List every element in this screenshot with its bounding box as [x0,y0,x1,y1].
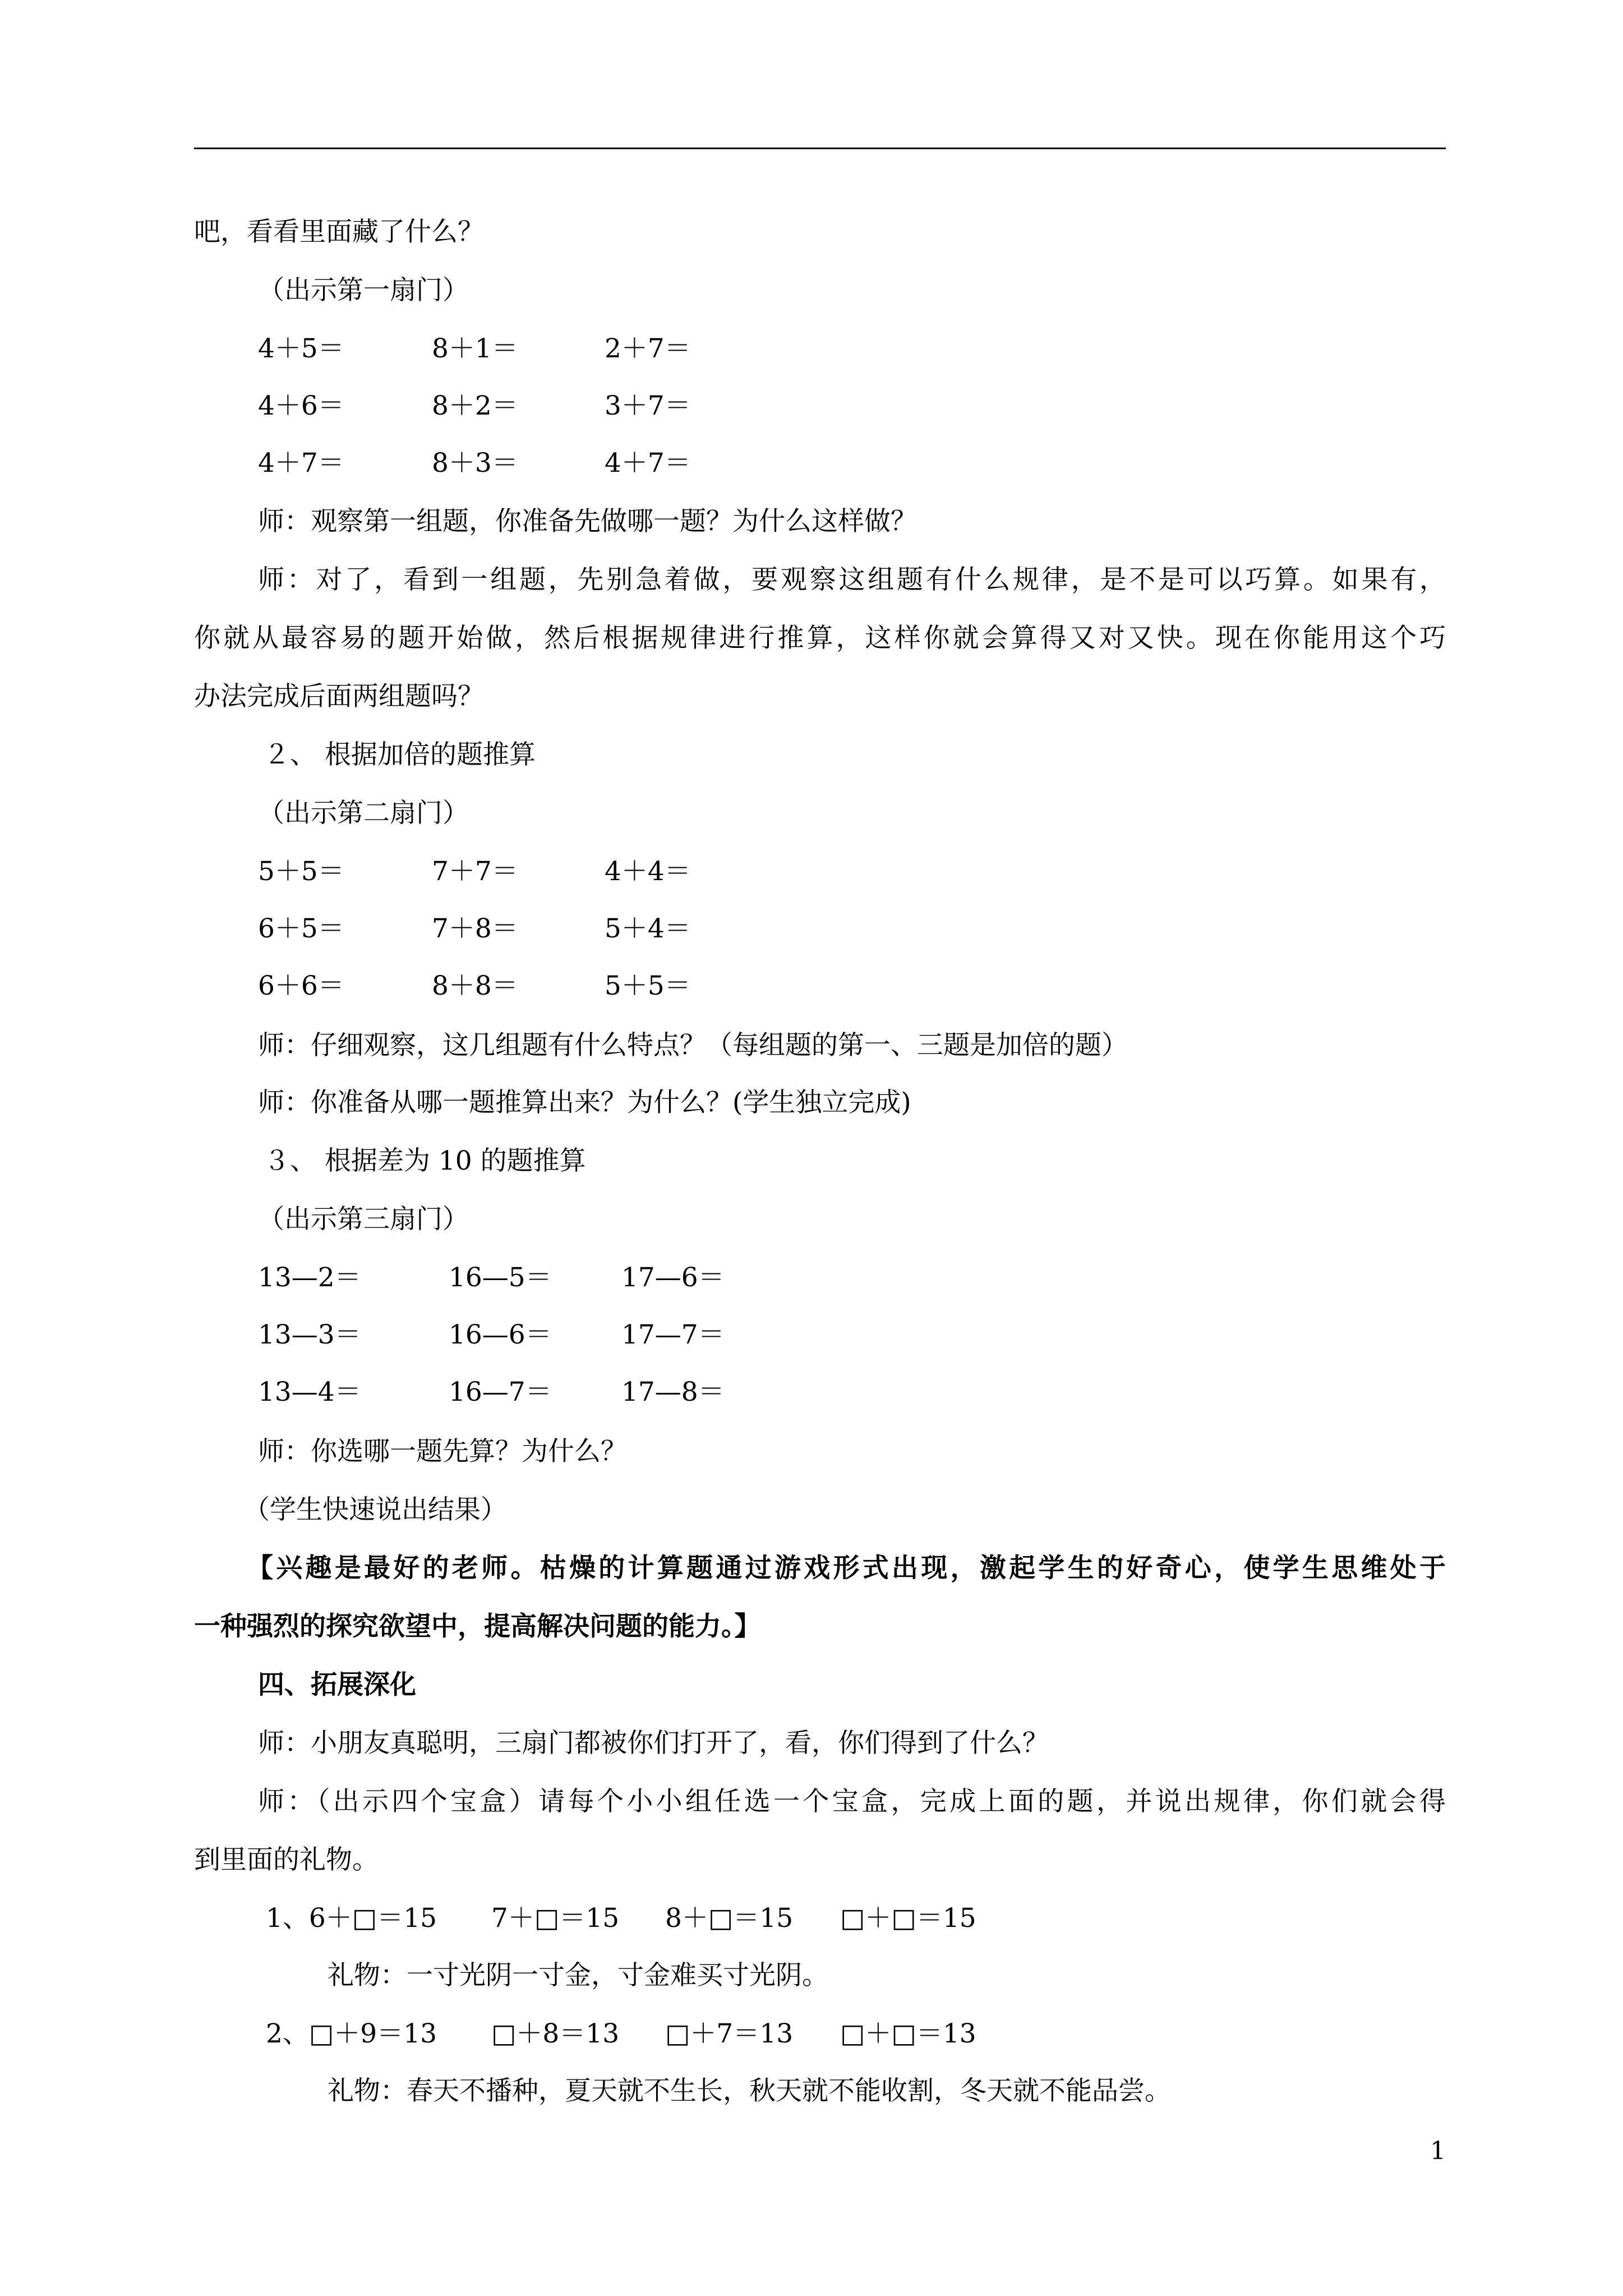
equation: 13—2＝ [258,1262,361,1293]
equation: 7＋7＝ [432,856,518,887]
door-three-label: （出示第三扇门） [258,1204,469,1235]
box-equation: □＋8＝13 [491,2018,620,2049]
box-equation: 2、□＋9＝13 [266,2018,437,2049]
equation: 17—8＝ [621,1377,725,1407]
commentary-line: 一种强烈的探究欲望中，提高解决问题的能力。】 [194,1611,761,1642]
box-equation: 7＋□＝15 [491,1903,620,1934]
equation: 17—7＝ [621,1319,725,1350]
equation: 4＋5＝ [258,333,344,364]
commentary-line: 【兴趣是最好的老师。枯燥的计算题通过游戏形式出现，激起学生的好奇心，使学生思维处于 [247,1553,1446,1584]
box-equation: □＋7＝13 [665,2018,794,2049]
equation: 7＋8＝ [432,913,518,944]
box-equation: 8＋□＝15 [665,1903,794,1934]
teacher-question: 师：仔细观察，这几组题有什么特点？（每组题的第一、三题是加倍的题） [258,1030,1128,1061]
text-line: 吧，看看里面藏了什么？ [194,217,484,247]
page-number: 1 [1430,2137,1446,2165]
equation: 6＋5＝ [258,913,344,944]
equation: 4＋7＝ [258,448,344,478]
equation: 5＋5＝ [258,856,344,887]
box-equation: □＋□＝15 [840,1903,976,1934]
box-equation: 1、6＋□＝15 [266,1903,437,1934]
header-rule [194,148,1446,149]
gift-text: 礼物：春天不播种，夏天就不生长，秋天就不能收割，冬天就不能品尝。 [328,2076,1171,2106]
equation: 17—6＝ [621,1262,725,1293]
equation: 8＋8＝ [432,970,518,1001]
equation: 16—5＝ [449,1262,552,1293]
equation: 4＋6＝ [258,390,344,421]
equation: 8＋2＝ [432,390,518,421]
door-one-label: （出示第一扇门） [258,275,469,306]
section-heading: 四、拓展深化 [258,1669,416,1700]
equation: 5＋4＝ [605,913,691,944]
teacher-question: 师：小朋友真聪明，三扇门都被你们打开了，看，你们得到了什么？ [258,1728,1049,1759]
equation: 4＋4＝ [605,856,691,887]
teacher-paragraph-line: 师：对了，看到一组题，先别急着做，要观察这组题有什么规律，是不是可以巧算。如果有， [258,564,1446,595]
equation: 16—6＝ [449,1319,552,1350]
teacher-question: 师：观察第一组题，你准备先做哪一题？为什么这样做？ [258,506,917,537]
gift-text: 礼物：一寸光阴一寸金，寸金难买寸光阴。 [328,1960,828,1991]
subheading: ２、 根据加倍的题推算 [264,739,536,770]
equation: 4＋7＝ [605,448,691,478]
student-answer-note: （学生快速说出结果） [243,1494,507,1525]
teacher-question: 师：你选哪一题先算？为什么？ [258,1436,627,1467]
equation: 13—4＝ [258,1377,361,1407]
equation: 2＋7＝ [605,333,691,364]
door-two-label: （出示第二扇门） [258,798,469,829]
equation: 13—3＝ [258,1319,361,1350]
equation: 5＋5＝ [605,970,691,1001]
equation: 16—7＝ [449,1377,552,1407]
teacher-paragraph-line: 师：（出示四个宝盒）请每个小小组任选一个宝盒，完成上面的题，并说出规律，你们就会得 [258,1786,1446,1817]
teacher-paragraph-line: 你就从最容易的题开始做，然后根据规律进行推算，这样你就会算得又对又快。现在你能用这个巧 [194,623,1446,654]
teacher-question: 师：你准备从哪一题推算出来？为什么？(学生独立完成) [258,1087,911,1118]
equation: 6＋6＝ [258,970,344,1001]
teacher-paragraph-line: 到里面的礼物。 [194,1844,379,1875]
box-equation: □＋□＝13 [840,2018,976,2049]
teacher-paragraph-line: 办法完成后面两组题吗？ [194,681,484,712]
equation: 8＋3＝ [432,448,518,478]
equation: 8＋1＝ [432,333,518,364]
subheading: ３、 根据差为 10 的题推算 [264,1145,586,1176]
equation: 3＋7＝ [605,390,691,421]
